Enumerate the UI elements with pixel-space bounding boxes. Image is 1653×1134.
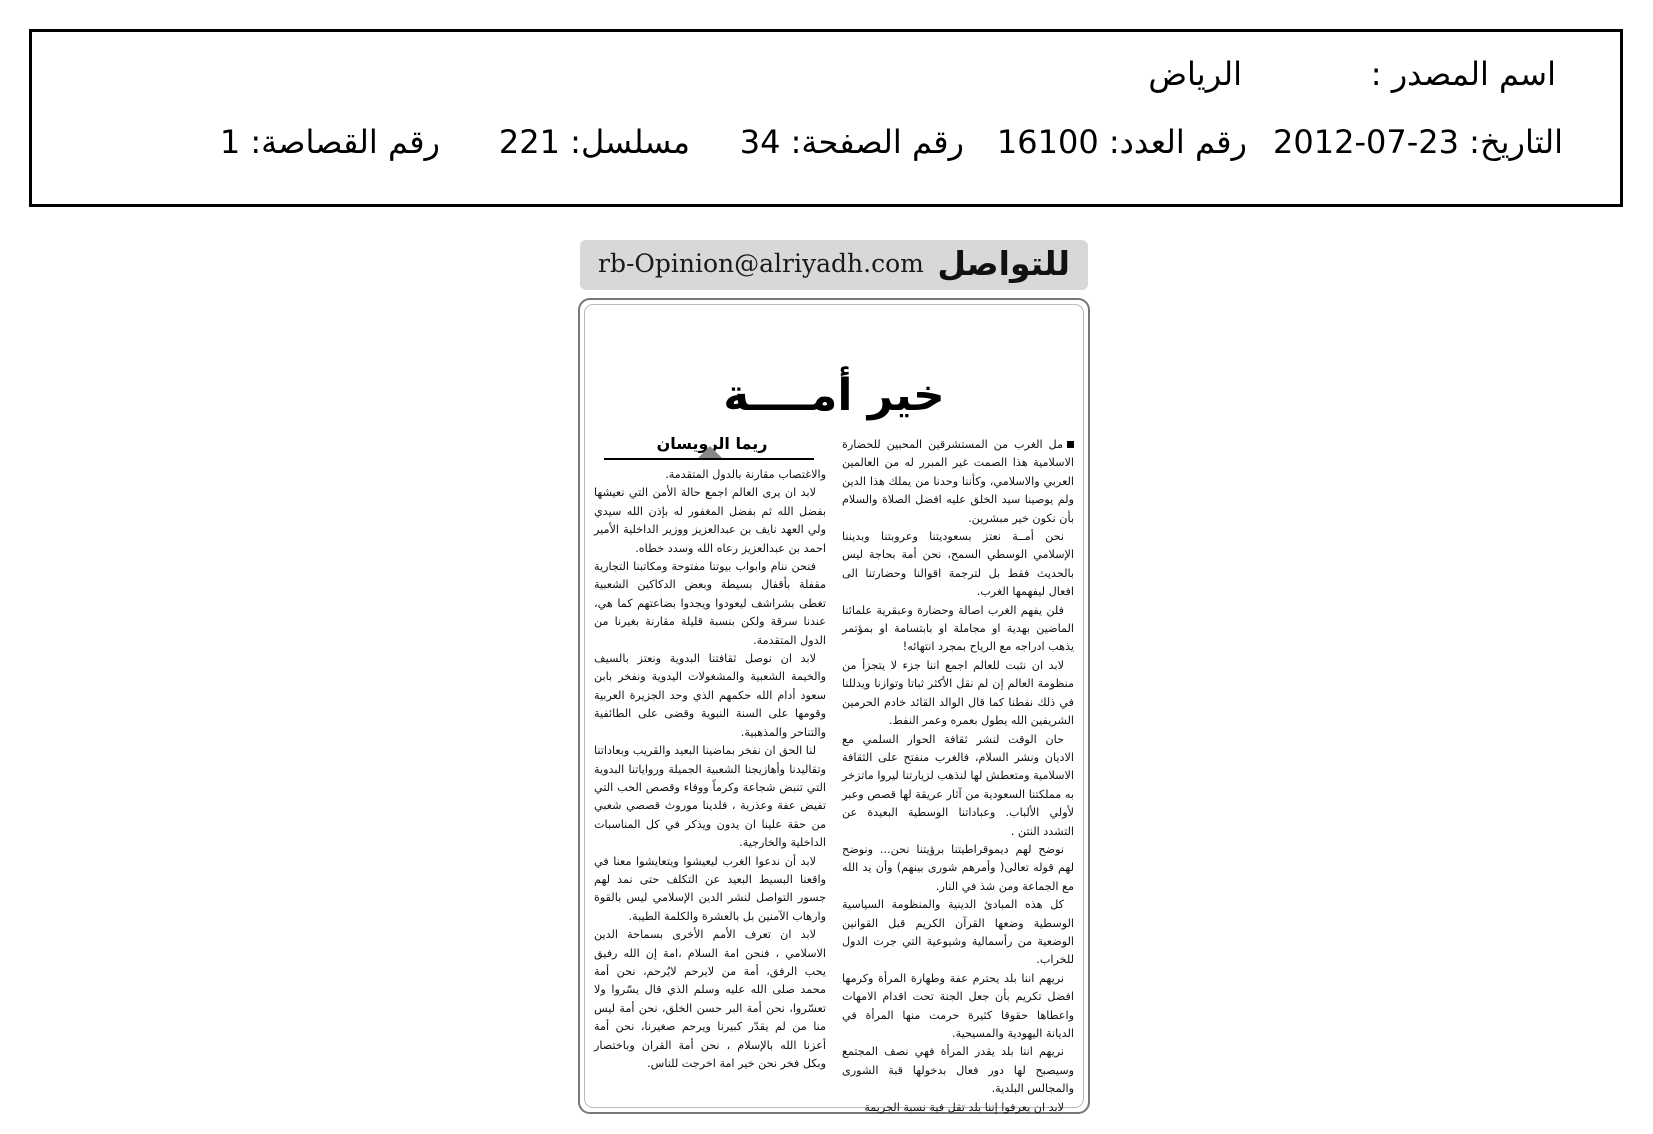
article-paragraph: لابد ان تعرف الأمم الأخرى بسماحة الدين الاسلامي ، فنحن امة السلام ،امة إن الله رفيق يحب الرفق، أمة من لايرحم لايُرحم، نحن أمة محمد صلى الله عليه وسلم الذي قال يسّروا ولا تعسّروا، نحن أمة البر حسن الخلق، نحن أمة ليس منا من لم يقدّر كبيرنا ويرحم صغيرنا، نحن أمة أعزنا الله بالإسلام ، نحن أمة القران وباختصار وبكل فخر نحن خير امة اخرجت للناس. [594, 928, 826, 1070]
article-headline: خير أمــــة [723, 370, 945, 421]
article-paragraph: فنحن ننام وابواب بيوتنا مفتوحة ومكاتبنا التجارية مقفلة بأقفال بسيطة وبعض الدكاكين الشعبية تغطى بشراشف ليعودوا ويجدوا بضاعتهم كما هي، عندنا سرقة ولكن بنسبة قليلة مقارنة بغيرنا من الدول المتقدمة. [594, 560, 826, 647]
article-paragraph: لابد ان نوصل ثقافتنا البدوية ونعتز بالسيف والخيمة الشعبية والمشغولات اليدوية ونفخر بابن سعود أدام الله حكمهم الذي وحد الجزيرة العربية وقومها على السنة النبوية وقضى على الطائفية والتناحر والمذهبية. [594, 652, 826, 739]
article-author: ريما الرويسان [656, 434, 768, 453]
newspaper-clipping [578, 238, 1090, 1116]
article-frame [578, 298, 1090, 1114]
source-label: اسم المصدر : [1370, 55, 1556, 93]
article-paragraph: لابد ان يرى العالم اجمع حالة الأمن التي نعيشها بفضل الله ثم بفضل المغفور له بإذن الله سيدي ولي العهد نايف بن عبدالعزيز ووزير الداخلية الأمير احمد بن عبدالعزيز رعاه الله وسدد خطاه. [594, 486, 826, 555]
article-paragraph: مل الغرب من المستشرقين المحبين للحضارة الاسلامية هذا الصمت غير المبرر له من العالمين العربي والاسلامي، وكأننا وحدنا من يملك هذا الدين ولم يوصينا سيد الخلق عليه افضل الصلاة والسلام بأن نكون خير مبشرين. [842, 438, 1074, 525]
banner-logo: للتواصل [937, 244, 1070, 283]
article-paragraph: نوضح لهم ديموقراطيتنا برؤيتنا نحن... ونوضح لهم قوله تعالى( وأمرهم شورى بينهم) وأن يد الله مع الجماعة ومن شذ في النار. [842, 842, 1074, 893]
article-paragraph: حان الوقت لنشر ثقافة الحوار السلمي مع الاديان ونشر السلام، فالغرب منفتح على الثقافة الاسلامية ومتعطش لها لنذهب لزيارتنا ليروا ماتزخر به مملكتنا السعودية من آثار عريقة لها قصص وعبر لأولي الألباب. وعباداتنا الوسطية البعيدة عن التشدد النتن . [841, 732, 1074, 838]
article-paragraph: نريهم اننا بلد يقدر المرأة فهي نصف المجتمع وسيصبح لها دور فعال بدخولها قبة الشورى والمجالس البلدية. [842, 1045, 1074, 1096]
date-field: التاريخ: 23-07-2012 [1273, 123, 1563, 161]
article-paragraph: فلن يفهم الغرب اصالة وحضارة وعبقرية علمائنا الماضين بهدية او مجاملة او بابتسامة او بمؤتمر يذهب ادراجه مع الرياح بمجرد انتهائه! [842, 603, 1074, 654]
article-paragraph: نحن أمــة نعتز بسعوديتنا وعروبتنا وبديننا الإسلامي الوسطي السمح، نحن أمة بحاجة ليس بالحديث فقط بل لترجمة اقوالنا وحضارتنا الى افعال ليفهمها الغرب. [842, 530, 1074, 599]
article-paragraph: لابد أن ندعوا الغرب ليعيشوا ويتعايشوا معنا في واقعنا البسيط البعيد عن التكلف حتى نمد لهم جسور التواصل لنشر الدين الإسلامي ليس بالقوة وارهاب الآمنين بل بالعشرة والكلمة الطيبة. [594, 854, 826, 923]
contact-banner [580, 240, 1088, 290]
article-column-right [842, 436, 1074, 1117]
byline-rule [604, 458, 814, 460]
article-paragraph: كل هذه المبادئ الدينية والمنظومة السياسية الوسطية وضعها القرآن الكريم قبل القوانين الوضعية من رأسمالية وشيوعية التي جرت الدول للخراب. [842, 898, 1074, 967]
page-number-field: رقم الصفحة: 34 [739, 123, 964, 161]
banner-email: rb-Opinion@alriyadh.com [598, 249, 924, 278]
article-paragraph: نريهم اننا بلد يحترم عفة وطهارة المرأة وكرمها افضل تكريم بأن جعل الجنة تحت اقدام الامهات واعطاها حقوقا كثيرة حرمت منها المرأة في الديانة اليهودية والمسيحية. [842, 971, 1074, 1040]
article-paragraph: لنا الحق ان نفخر بماضينا البعيد والقريب وبعاداتنا وتقاليدنا وأهازيجنا الشعبية الجميلة ورواياتنا البدوية التي تنبض شجاعة وكرماً ووفاء وقصص الحب التي تفيض عفة وعذرية ، فلدينا موروث قصصي شعبي من حقة علينا ان يدون ويذكر في كل المناسبات الداخلية والخارجية. [594, 744, 826, 850]
article-paragraph: والاغتصاب مقارنة بالدول المتقدمة. [665, 468, 826, 481]
article-column-left [594, 466, 826, 1073]
serial-field: مسلسل: 221 [498, 123, 690, 161]
bullet-square-icon [1067, 441, 1074, 448]
article-paragraph: لابد ان يعرفوا إننا بلد تقل فية نسبة الجريمة [864, 1100, 1064, 1114]
byline-triangle-icon [698, 446, 722, 458]
article-paragraph: لابد ان نثبت للعالم اجمع اننا جزء لا يتجزأ من منظومة العالم إن لم نقل الأكثر ثباتا وتوازنا ويدللنا في ذلك نفطنا كما قال الوالد القائد خادم الحرمين الشريفين الله يطول بعمره وعمر النفط. [842, 658, 1074, 728]
clip-number-field: رقم القصاصة: 1 [219, 123, 440, 161]
source-info-box [29, 29, 1623, 207]
issue-number-field: رقم العدد: 16100 [996, 123, 1247, 161]
source-value: الرياض [1148, 55, 1242, 93]
